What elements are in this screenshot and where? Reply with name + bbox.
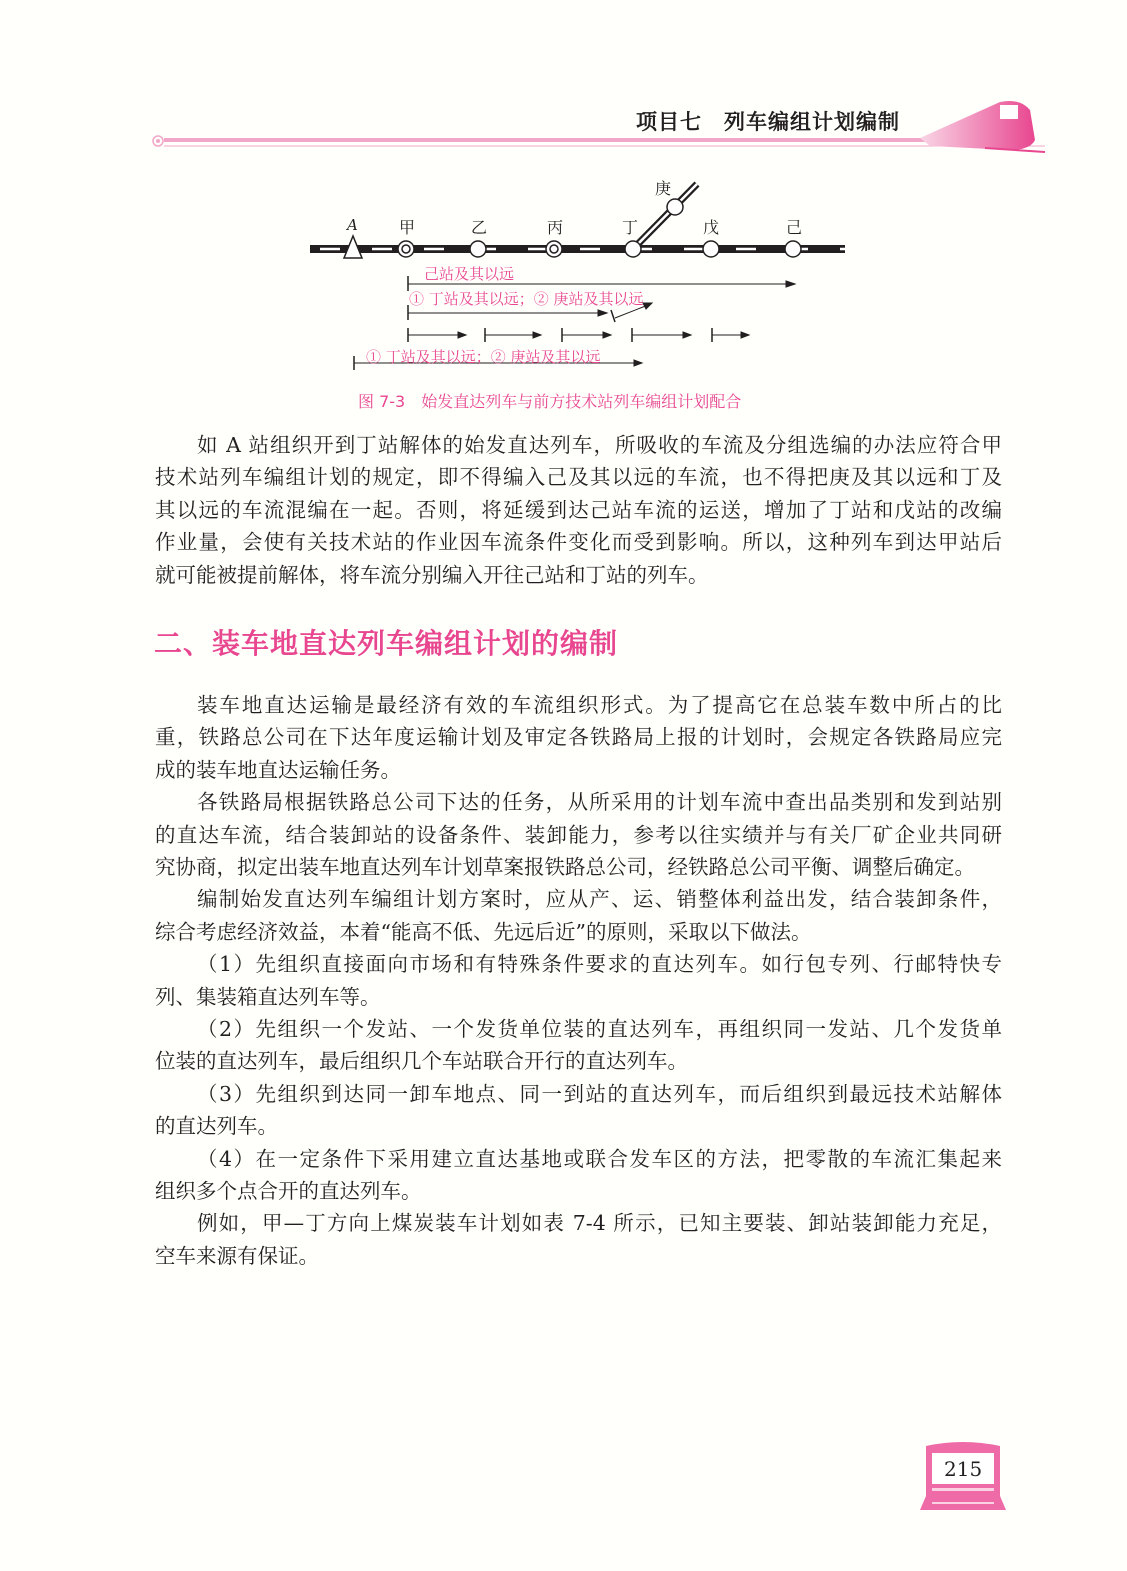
station-label-geng: 庚 bbox=[655, 179, 672, 198]
text-line: （2）先组织一个发站、一个发货单位装的直达列车，再组织同一发站、几个发货单 bbox=[197, 1017, 1002, 1041]
text-line: （1）先组织直接面向市场和有特殊条件要求的直达列车。如行包专列、行邮特快专 bbox=[197, 952, 1002, 977]
text-line: （4）在一定条件下采用建立直达基地或联合发车区的方法，把零散的车流汇集起来 bbox=[197, 1146, 1002, 1171]
station-label-yi: 乙 bbox=[471, 218, 488, 237]
text-line: 列、集装箱直达列车等。 bbox=[155, 984, 381, 1009]
station-label-ji: 己 bbox=[786, 218, 803, 237]
text-line: （3）先组织到达同一卸车地点、同一到站的直达列车，而后组织到最远技术站解体 bbox=[197, 1081, 1002, 1106]
text-line: 组织多个点合开的直达列车。 bbox=[155, 1179, 422, 1203]
railway-diagram bbox=[0, 0, 1127, 380]
text-line: 作业量，会使有关技术站的作业因车流条件变化而受到影响。所以，这种列车到达甲站后 bbox=[155, 530, 1002, 555]
station-label-ding: 丁 bbox=[622, 218, 639, 237]
text-line: 装车地直达运输是最经济有效的车流组织形式。为了提高它在总装车数中所占的比 bbox=[197, 693, 1002, 717]
text-line: 空车来源有保证。 bbox=[155, 1243, 319, 1268]
text-line: 其以远的车流混编在一起。否则，将延缓到达己站车流的运送，增加了丁站和戊站的改编 bbox=[155, 497, 1002, 522]
text-line: 各铁路局根据铁路总公司下达的任务，从所采用的计划车流中查出品类别和发到站别 bbox=[197, 790, 1002, 815]
text-line: 位装的直达列车，最后组织几个车站联合开行的直达列车。 bbox=[155, 1049, 688, 1074]
figure-caption-text: 始发直达列车与前方技术站列车编组计划配合 bbox=[421, 392, 742, 411]
arrow-label-1: 己站及其以远 bbox=[424, 265, 515, 283]
text-line: 综合考虑经济效益，本着“能高不低、先远后近”的原则，采取以下做法。 bbox=[155, 919, 812, 944]
arrow-label-2: ① 丁站及其以远；② 庚站及其以远 bbox=[409, 290, 644, 308]
text-line: 例如，甲—丁方向上煤炭装车计划如表 7-4 所示，已知主要装、卸站装卸能力充足， bbox=[197, 1211, 1002, 1236]
page-number: 215 bbox=[944, 1457, 983, 1481]
chapter-title: 项目七 列车编组计划编制 bbox=[636, 110, 900, 134]
figure-caption bbox=[358, 389, 757, 412]
text-line: 技术站列车编组计划的规定，即不得编入己及其以远的车流，也不得把庚及其以远和丁及 bbox=[155, 465, 1002, 490]
text-line: 的直达列车。 bbox=[155, 1114, 278, 1139]
section-heading: 二、装车地直达列车编组计划的编制 bbox=[154, 627, 619, 660]
arrow-label-3: ① 丁站及其以远；② 庚站及其以远 bbox=[366, 348, 601, 366]
text-line: 编制始发直达列车编组计划方案时，应从产、运、销整体利益出发，结合装卸条件， bbox=[197, 887, 1002, 912]
station-label-bing: 丙 bbox=[547, 218, 564, 237]
station-label-a: A bbox=[347, 216, 358, 234]
figure-number: 图 7-3 bbox=[358, 392, 406, 411]
station-label-wu: 戊 bbox=[703, 218, 720, 237]
text-line: 如 A 站组织开到丁站解体的始发直达列车，所吸收的车流及分组选编的办法应符合甲 bbox=[197, 433, 1002, 457]
text-line: 就可能被提前解体，将车流分别编入开往己站和丁站的列车。 bbox=[155, 562, 709, 587]
station-label-jia: 甲 bbox=[399, 218, 416, 237]
text-line: 究协商，拟定出装车地直达列车计划草案报铁路总公司，经铁路总公司平衡、调整后确定。 bbox=[155, 855, 975, 879]
text-line: 重，铁路总公司在下达年度运输计划及审定各铁路局上报的计划时，会规定各铁路局应完 bbox=[155, 725, 1002, 750]
text-line: 成的装车地直达运输任务。 bbox=[155, 757, 401, 782]
text-line: 的直达车流，结合装卸站的设备条件、装卸能力，参考以往实绩并与有关厂矿企业共同研 bbox=[155, 822, 1002, 847]
